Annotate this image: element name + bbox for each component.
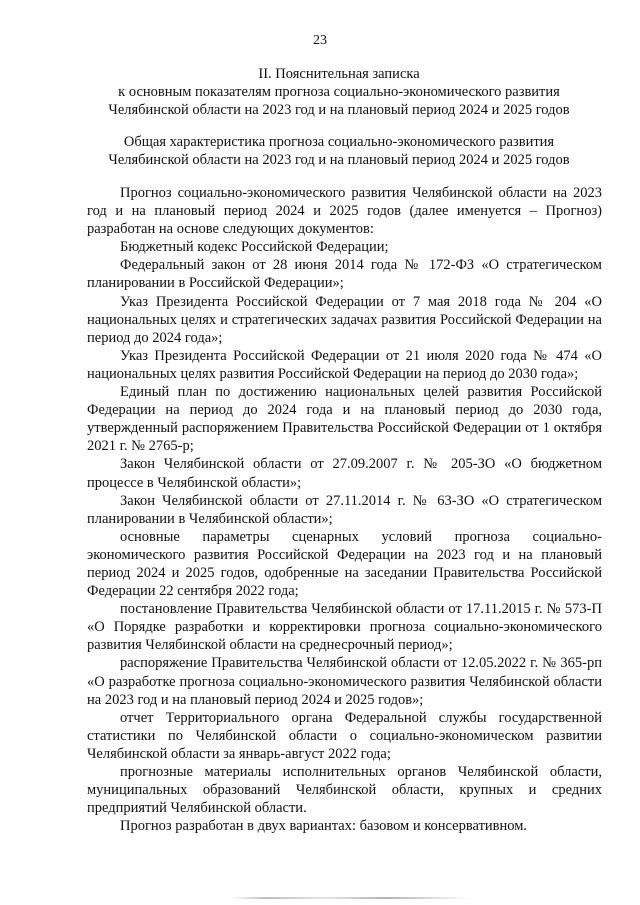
scan-artifact [230,897,470,899]
paragraph-resolution-573: постановление Правительства Челябинской области от 17.11.2015 г. № 573-П «О Порядке разработки и корректировки прогноза социально-экономического развития Челябинской области на среднесрочный период»; [87,601,602,654]
paragraph-statistics-report: отчет Территориального органа Федеральной службы государственной статистики по Челябинской области о социально-экономическом развитии Челябинской области за январь-август 2022 года; [87,709,602,762]
paragraph-unified-plan: Единый план по достижению национальных целей развития Российской Федерации на период до 2024 года и на плановый период до 2030 года, утвержденный распоряжением Правительства Российской Федерации от 1 октября 2021 г. № 2765-р; [87,384,602,455]
section-heading-line-1: II. Пояснительная записка [258,66,420,82]
paragraph-variants: Прогноз разработан в двух вариантах: базовом и консервативном. [120,818,528,835]
paragraph-decree-204: Указ Президента Российской Федерации от 7 мая 2018 года № 204 «О национальных целях и стратегических задачах развития Российской Федерации на период до 2024 года»; [87,293,602,346]
subheading-line-2: Челябинской области на 2023 год и на плановый период 2024 и 2025 годов [108,152,570,168]
paragraph-budget-code: Бюджетный кодекс Российской Федерации; [120,239,389,256]
subheading [60,133,618,169]
section-heading [60,65,618,119]
paragraph-regional-law-63: Закон Челябинской области от 27.11.2014 г. № 63-ЗО «О стратегическом планировании в Челябинской области»; [87,492,602,527]
section-heading-line-2: к основным показателям прогноза социально-экономического развития [118,84,560,100]
paragraph-order-365: распоряжение Правительства Челябинской области от 12.05.2022 г. № 365-рп «О разработке прогноза социально-экономического развития Челябинской области на 2023 год и на плановый период 2024 и 2025 годов»; [87,655,602,708]
page-number: 23 [313,33,327,48]
paragraph-federal-law: Федеральный закон от 28 июня 2014 года № 172-ФЗ «О стратегическом планировании в Российской Федерации»; [87,257,602,292]
paragraph-forecast-materials: прогнозные материалы исполнительных органов Челябинской области, муниципальных образований Челябинской области, крупных и средних предприятий Челябинской области. [87,764,602,817]
subheading-line-1: Общая характеристика прогноза социально-экономического развития [123,134,555,150]
paragraph-decree-474: Указ Президента Российской Федерации от 21 июля 2020 года № 474 «О национальных целях развития Российской Федерации на период до 2030 года»; [87,347,602,382]
section-heading-line-3: Челябинской области на 2023 год и на плановый период 2024 и 2025 годов [108,102,570,118]
document-body [87,184,602,835]
paragraph-regional-law-205: Закон Челябинской области от 27.09.2007 г. № 205-ЗО «О бюджетном процессе в Челябинской области»; [87,456,602,491]
paragraph-scenario-conditions: основные параметры сценарных условий прогноза социально-экономического развития Российской Федерации на 2023 год и на плановый период 2024 и 2025 годов, одобренные на заседании Правительства Российской Федерации 22 сентября 2022 года; [87,528,602,600]
paragraph-intro: Прогноз социально-экономического развития Челябинской области на 2023 год и на плановый период 2024 и 2025 годов (далее именуется – Прогноз) разработан на основе следующих документов: [87,185,602,238]
